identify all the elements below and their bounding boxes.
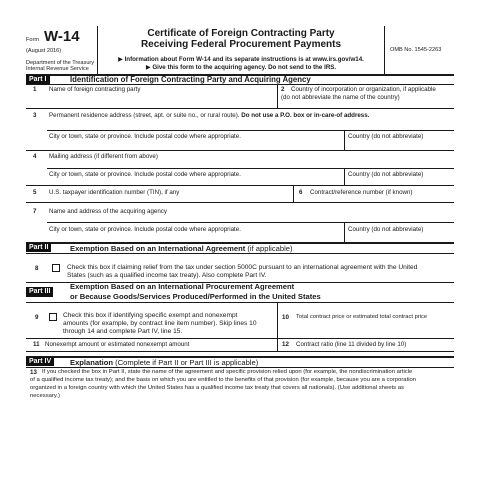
line-8-checkbox[interactable] [52, 264, 60, 272]
agency-country-field[interactable] [345, 234, 453, 242]
permanent-country-field[interactable] [345, 141, 453, 150]
line-13-text-b: of a qualified income tax treaty); and the basis on which you are entitled to the benefits of that provision (for example, because you are a corporation [30, 377, 417, 383]
mailing-address-field[interactable] [47, 161, 453, 168]
line-9-label-a: Check this box if identifying specific exempt and nonexempt [63, 312, 238, 319]
country-label-3: Country (do not abbreviate) [348, 226, 424, 233]
line-3-label-bold: Do not use a P.O. box or in-care-of address. [241, 112, 370, 119]
info-line-2: ▶ Give this form to the acquiring agency. Do not send to the IRS. [145, 64, 337, 71]
line-7-label: Name and address of the acquiring agency [49, 208, 167, 215]
part-3-title-line1: Exemption Based on an International Procurement Agreement [70, 282, 295, 291]
line-9-label-b: amounts (for example, by contract line item number). Skip lines 10 [63, 320, 257, 327]
line-1-label: Name of foreign contracting party [49, 86, 141, 93]
city-label-3: City or town, state or province. Include postal code where appropriate. [49, 226, 241, 233]
line-2-label-b: (do not abbreviate the name of the country) [281, 94, 400, 101]
part-3-title-line2: or Because Goods/Services Produced/Performed in the United States [70, 292, 321, 301]
line-9-number: 9 [35, 314, 39, 321]
part-2-title-bold: Exemption Based on an International Agreement [70, 244, 246, 253]
agency-city-field[interactable] [47, 234, 343, 242]
line-9-checkbox[interactable] [49, 313, 57, 321]
line-3-label [49, 112, 369, 119]
line-7-number: 7 [33, 208, 37, 215]
info-line-1: ▶ Information about Form W-14 and its separate instructions is at www.irs.gov/w14. [118, 56, 364, 63]
line-8-number: 8 [35, 265, 39, 272]
form-label: Form [26, 37, 40, 43]
line-9-label-c: through 14 and complete Part IV, line 15. [63, 328, 183, 335]
foreign-contracting-party-name-field[interactable] [47, 95, 277, 107]
explanation-textarea[interactable] [30, 402, 453, 472]
form-title-line2: Receiving Federal Procurement Payments [140, 39, 342, 50]
irs-name: Internal Revenue Service [26, 66, 89, 72]
line-2-number: 2 [281, 86, 285, 93]
country-of-incorporation-field[interactable] [279, 101, 453, 108]
line-3-label-plain: Permanent residence address (street, apt. or suite no., or rural route). [49, 112, 240, 119]
part-4-title-bold: Explanation [70, 358, 114, 367]
line-4-label: Mailing address (if different from above) [49, 153, 158, 160]
part-2-title-plain: (if applicable) [245, 244, 293, 253]
part-1-label: Part I [26, 75, 50, 84]
permanent-residence-address-field[interactable] [47, 120, 453, 130]
part-1-title: Identification of Foreign Contracting Party and Acquiring Agency [70, 75, 311, 84]
line-3-number: 3 [33, 112, 37, 119]
line-13-number: 13 [30, 369, 37, 376]
permanent-city-field[interactable] [47, 141, 343, 150]
part-2-label: Part II [26, 243, 51, 252]
line-5-label: U.S. taxpayer identification number (TIN), if any [49, 189, 180, 196]
contract-ratio-field[interactable] [410, 339, 453, 350]
total-contract-price-field[interactable] [279, 322, 453, 337]
line-4-number: 4 [33, 153, 37, 160]
line-10-label: Total contract price or estimated total contract price [296, 314, 428, 320]
line-11-number: 11 [33, 341, 40, 348]
country-label-2: Country (do not abbreviate) [348, 171, 424, 178]
line-13-text-d: necessary.) [30, 393, 61, 399]
part-4-label: Part IV [26, 357, 54, 366]
line-5-number: 5 [33, 189, 37, 196]
part-3-label: Part III [26, 287, 53, 297]
line-2-label-a: Country of incorporation or organization, if applicable [291, 86, 436, 93]
line-8-label-a: Check this box if claiming relief from the tax under section 5000C pursuant to an international agreement with the United [67, 264, 418, 271]
line-1-number: 1 [33, 86, 37, 93]
line-12-number: 12 [282, 341, 289, 348]
line-11-label: Nonexempt amount or estimated nonexempt amount [45, 341, 190, 348]
part-4-title [70, 358, 258, 367]
form-revision: (August 2016) [26, 48, 62, 54]
line-10-number: 10 [282, 314, 289, 321]
omb-number: OMB No. 1545-2263 [390, 47, 442, 53]
line-8-label-b: States (such as a qualified income tax treaty). Also complete Part IV. [67, 272, 267, 279]
city-label-1: City or town, state or province. Include postal code where appropriate. [49, 133, 241, 140]
department-name: Department of the Treasury [26, 60, 95, 66]
part-4-title-plain: (Complete if Part II or Part III is applicable) [113, 358, 259, 367]
line-13-text-a: If you checked the box in Part II, state the name of the agreement and specific provision relied upon (for example, the nondiscrimination article [42, 369, 413, 375]
line-6-label: Contract/reference number (if known) [310, 189, 413, 196]
line-13-text-c: organized in a foreign country with which the United States has a qualified income tax treaty that covers all nationals). (Use additional sheets as [30, 385, 404, 391]
form-title-line1: Certificate of Foreign Contracting Party [147, 28, 335, 39]
line-12-label: Contract ratio (line 11 divided by line 10) [296, 341, 407, 348]
city-label-2: City or town, state or province. Include postal code where appropriate. [49, 171, 241, 178]
country-label-1: Country (do not abbreviate) [348, 133, 424, 140]
nonexempt-amount-field[interactable] [180, 339, 276, 350]
line-6-number: 6 [299, 189, 303, 196]
form-number: W-14 [44, 28, 80, 45]
part-2-title [70, 244, 293, 253]
